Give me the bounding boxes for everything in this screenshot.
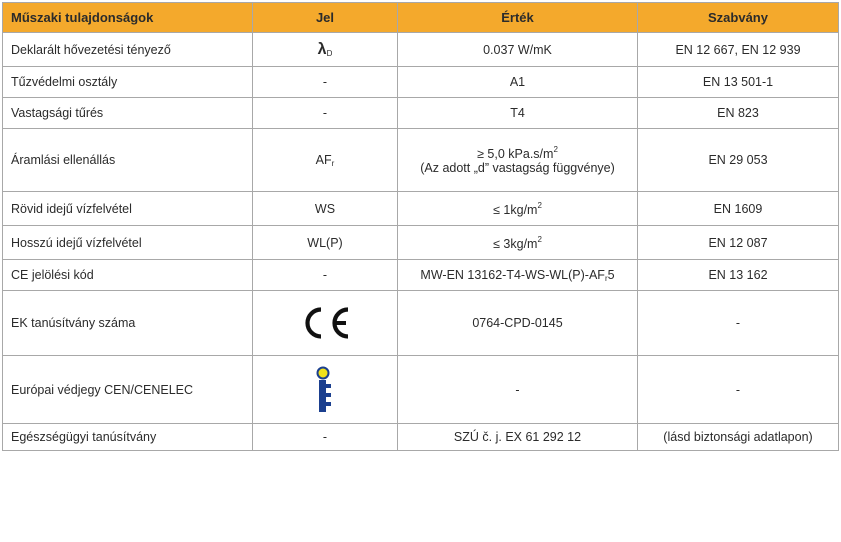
property-cell: CE jelölési kód	[3, 260, 253, 291]
standard-cell: EN 823	[638, 98, 839, 129]
property-cell: Hosszú idejű vízfelvétel	[3, 226, 253, 260]
property-cell: Rövid idejű vízfelvétel	[3, 192, 253, 226]
table-header-row	[3, 3, 839, 33]
value-superscript: 2	[553, 145, 558, 154]
value-text: ≤ 1kg/m	[493, 202, 538, 217]
symbol-cell: WS	[253, 192, 398, 226]
value-cell: -	[398, 356, 638, 424]
symbol-cell: WL(P)	[253, 226, 398, 260]
value-subscript: r	[604, 273, 608, 283]
ce-mark-icon	[261, 306, 389, 340]
header-property: Műszaki tulajdonságok	[3, 3, 253, 33]
value-superscript: 2	[537, 234, 542, 244]
symbol-cell: -	[253, 67, 398, 98]
value-cell: SZÚ č. j. EX 61 292 12	[398, 424, 638, 451]
symbol-cell: -	[253, 98, 398, 129]
standard-cell: -	[638, 356, 839, 424]
value-line1: ≥ 5,0 kPa.s/m	[477, 147, 554, 161]
keymark-icon	[261, 366, 389, 414]
value-text: MW-EN 13162-T4-WS-WL(P)-AF	[420, 267, 605, 282]
standard-cell: -	[638, 291, 839, 356]
property-cell: Egészségügyi tanúsítvány	[3, 424, 253, 451]
standard-cell: EN 12 087	[638, 226, 839, 260]
value-line2: (Az adott „d” vastagság függvénye)	[420, 161, 615, 175]
value-cell	[398, 226, 638, 260]
properties-table-container	[2, 2, 838, 451]
symbol-cell	[253, 356, 398, 424]
technical-properties-table	[2, 2, 839, 451]
table-row	[3, 424, 839, 451]
property-cell: Tűzvédelmi osztály	[3, 67, 253, 98]
value-text: ≤ 3kg/m	[493, 236, 538, 251]
table-row	[3, 98, 839, 129]
table-row	[3, 260, 839, 291]
symbol-cell	[253, 129, 398, 192]
symbol-subscript: D	[326, 48, 333, 58]
value-cell	[398, 129, 638, 192]
symbol-cell	[253, 291, 398, 356]
property-cell: Európai védjegy CEN/CENELEC	[3, 356, 253, 424]
table-row	[3, 129, 839, 192]
value-cell: T4	[398, 98, 638, 129]
value-cell	[398, 260, 638, 291]
property-cell: Áramlási ellenállás	[3, 129, 253, 192]
standard-cell: EN 29 053	[638, 129, 839, 192]
standard-cell: EN 13 162	[638, 260, 839, 291]
standard-cell: EN 13 501-1	[638, 67, 839, 98]
property-cell: Vastagsági tűrés	[3, 98, 253, 129]
standard-cell: EN 12 667, EN 12 939	[638, 33, 839, 67]
table-row	[3, 33, 839, 67]
value-superscript: 2	[537, 200, 542, 210]
standard-cell: (lásd biztonsági adatlapon)	[638, 424, 839, 451]
value-cell	[398, 192, 638, 226]
symbol-cell: -	[253, 260, 398, 291]
property-cell: EK tanúsítvány száma	[3, 291, 253, 356]
symbol-main: λ	[317, 40, 327, 58]
header-value: Érték	[398, 3, 638, 33]
header-symbol: Jel	[253, 3, 398, 33]
table-row	[3, 192, 839, 226]
property-cell: Deklarált hővezetési tényező	[3, 33, 253, 67]
value-cell: 0764-CPD-0145	[398, 291, 638, 356]
value-cell: 0.037 W/mK	[398, 33, 638, 67]
symbol-main: AF	[315, 152, 332, 167]
value-text-end: 5	[607, 267, 615, 282]
header-standard: Szabvány	[638, 3, 839, 33]
table-row	[3, 291, 839, 356]
table-row	[3, 67, 839, 98]
standard-cell: EN 1609	[638, 192, 839, 226]
table-row	[3, 356, 839, 424]
symbol-cell	[253, 33, 398, 67]
symbol-cell: -	[253, 424, 398, 451]
value-cell: A1	[398, 67, 638, 98]
symbol-subscript: r	[331, 158, 335, 168]
table-row	[3, 226, 839, 260]
